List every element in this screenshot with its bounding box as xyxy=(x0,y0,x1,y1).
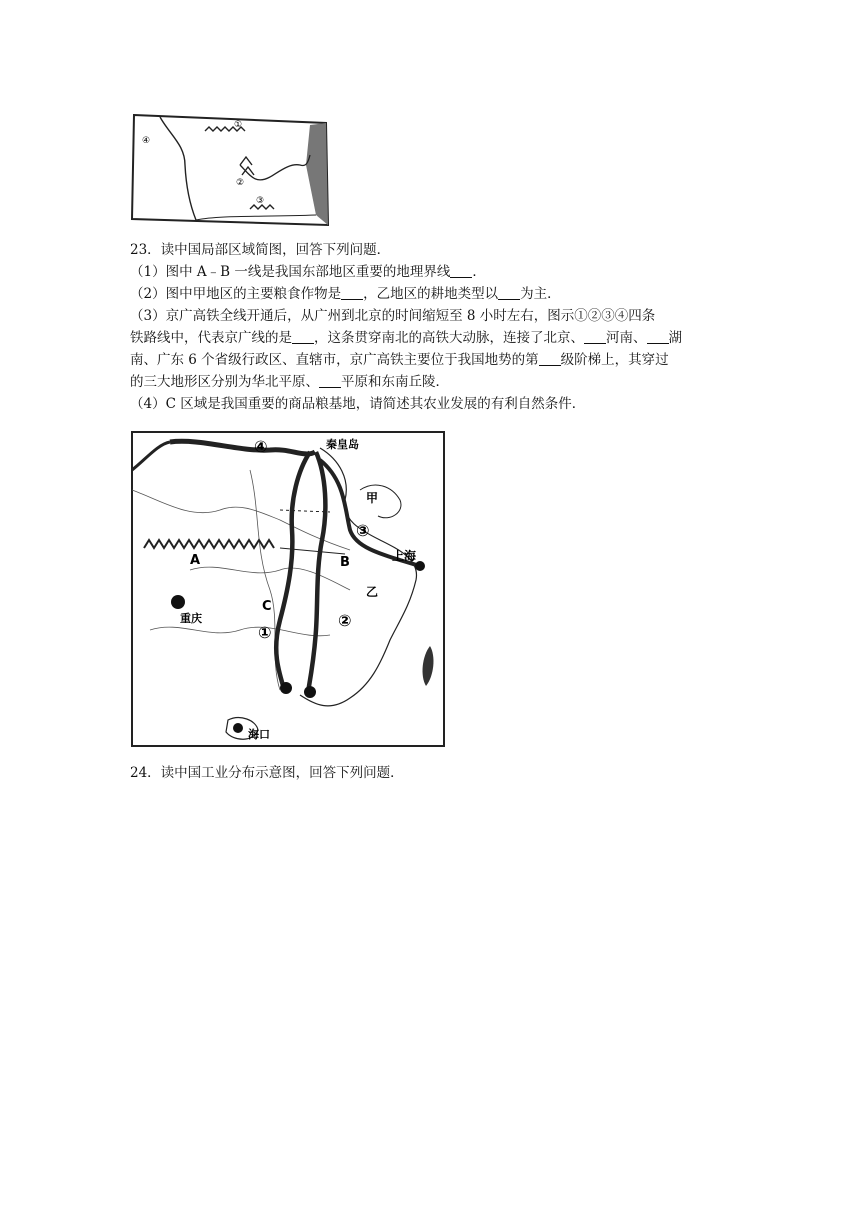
question-23 xyxy=(130,239,740,415)
q23-part-3-line-4: 的三大地形区分别为华北平原、 平原和东南丘陵． xyxy=(130,374,449,390)
answer-blank[interactable] xyxy=(584,329,606,344)
answer-blank[interactable] xyxy=(647,329,669,344)
answer-blank[interactable] xyxy=(319,373,341,388)
label-haikou: 海口 xyxy=(248,728,270,741)
label-b: B xyxy=(340,555,350,570)
answer-blank[interactable] xyxy=(341,285,363,300)
q23-part-4: （4）C 区域是我国重要的商品粮基地，请简述其农业发展的有利自然条件． xyxy=(130,396,586,412)
q24-title: 24．读中国工业分布示意图，回答下列问题． xyxy=(130,765,404,781)
label-qinhuangdao: 秦皇岛 xyxy=(326,438,359,451)
label-chongqing: 重庆 xyxy=(180,612,202,625)
answer-blank[interactable] xyxy=(498,285,520,300)
q23-title: 23．读中国局部区域简图，回答下列问题． xyxy=(130,242,391,258)
label-a: A xyxy=(190,553,201,568)
label-railway-4: ④ xyxy=(254,437,268,456)
map1-label-1: ① xyxy=(234,120,243,130)
label-shanghai: 上海 xyxy=(392,549,417,563)
label-railway-1: ① xyxy=(258,623,272,642)
map-figure-1 xyxy=(130,105,332,231)
label-c: C xyxy=(262,599,272,614)
answer-blank[interactable] xyxy=(292,329,314,344)
label-railway-2: ② xyxy=(338,611,352,630)
label-railway-3: ③ xyxy=(356,521,370,540)
q23-part-3-line-1: （3）京广高铁全线开通后，从广州到北京的时间缩短至 8 小时左右，图示①②③④四条 xyxy=(130,308,656,324)
answer-blank[interactable] xyxy=(450,263,472,278)
map1-label-3: ③ xyxy=(256,196,265,206)
label-yi: 乙 xyxy=(366,585,379,599)
question-24 xyxy=(130,762,740,784)
q23-part-3-line-2: 铁路线中，代表京广线的是 ，这条贯穿南北的高铁大动脉，连接了北京、 河南、 湖 xyxy=(130,330,682,346)
map-figure-2 xyxy=(130,430,446,748)
map1-label-4: ④ xyxy=(142,136,151,146)
q23-part-2: （2）图中甲地区的主要粮食作物是 ，乙地区的耕地类型以 为主． xyxy=(130,286,561,302)
q23-part-3-line-3: 南、广东 6 个省级行政区、直辖市，京广高铁主要位于我国地势的第 级阶梯上，其穿过 xyxy=(130,352,669,368)
map1-label-2: ② xyxy=(236,178,245,188)
q23-part-1: （1）图中 A﹣B 一线是我国东部地区重要的地理界线 ． xyxy=(130,264,486,280)
answer-blank[interactable] xyxy=(539,351,561,366)
label-jia: 甲 xyxy=(366,491,379,505)
